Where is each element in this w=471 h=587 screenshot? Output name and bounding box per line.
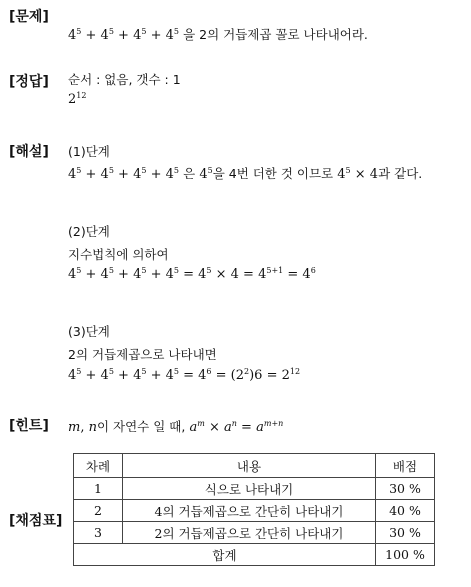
rubric-cell: 30 %: [376, 478, 435, 500]
solution-step2-title: (2)단계: [68, 224, 110, 239]
solution-step2-formula: $4^5 + 4^5 + 4^5 + 4^5 = 4^5 \times 4 = 4^{5+1} = 4^6$: [68, 266, 316, 282]
rubric-cell: 30 %: [376, 522, 435, 544]
rubric-cell: 2: [74, 500, 123, 522]
rubric-cell: 1: [74, 478, 123, 500]
table-row: [74, 500, 435, 522]
hint-label: [힌트]: [9, 418, 49, 434]
solution-step3-text: 2의 거듭제곱으로 나타내면: [68, 347, 217, 362]
solution-step3-title: (3)단계: [68, 324, 110, 339]
problem-label: [문제]: [9, 9, 49, 25]
rubric-cell: 40 %: [376, 500, 435, 522]
rubric-label: [채점표]: [9, 513, 63, 529]
rubric-cell: 4의 거듭제곱으로 간단히 나타내기: [123, 500, 376, 522]
solution-label: [해설]: [9, 144, 49, 160]
answer-value: $2^{12}$: [68, 91, 87, 107]
solution-step1-title: (1)단계: [68, 144, 110, 159]
rubric-header-order: 차례: [74, 454, 123, 478]
rubric-total-label: 합계: [74, 544, 376, 566]
rubric-cell: 3: [74, 522, 123, 544]
hint-text: m, n이 자연수 일 때, $a^m \times a^n = a^{m+n}$: [68, 419, 284, 435]
solution-step1-text: $4^5 + 4^5 + 4^5 + 4^5$ 은 $4^5$을 4번 더한 것 이므로 $4^5 \times 4$과 같다.: [68, 166, 423, 182]
answer-label: [정답]: [9, 74, 49, 90]
rubric-header-content: 내용: [123, 454, 376, 478]
solution-step3-formula: $4^5 + 4^5 + 4^5 + 4^5 = 4^6 = (2^2)6 = 2^{12}$: [68, 367, 301, 383]
table-row: [74, 522, 435, 544]
rubric-cell: 2의 거듭제곱으로 간단히 나타내기: [123, 522, 376, 544]
answer-meta: 순서 : 없음, 갯수 : 1: [68, 72, 181, 87]
rubric-cell: 식으로 나타내기: [123, 478, 376, 500]
rubric-total-row: [74, 544, 435, 566]
rubric-total-value: 100 %: [376, 544, 435, 566]
rubric-header-points: 배점: [376, 454, 435, 478]
table-row: [74, 478, 435, 500]
problem-statement: $4^5 + 4^5 + 4^5 + 4^5$ 을 2의 거듭제곱 꼴로 나타내어라.: [68, 27, 368, 43]
rubric-header-row: [74, 454, 435, 478]
rubric-table: [73, 453, 435, 566]
solution-step2-text: 지수법칙에 의하여: [68, 247, 169, 262]
